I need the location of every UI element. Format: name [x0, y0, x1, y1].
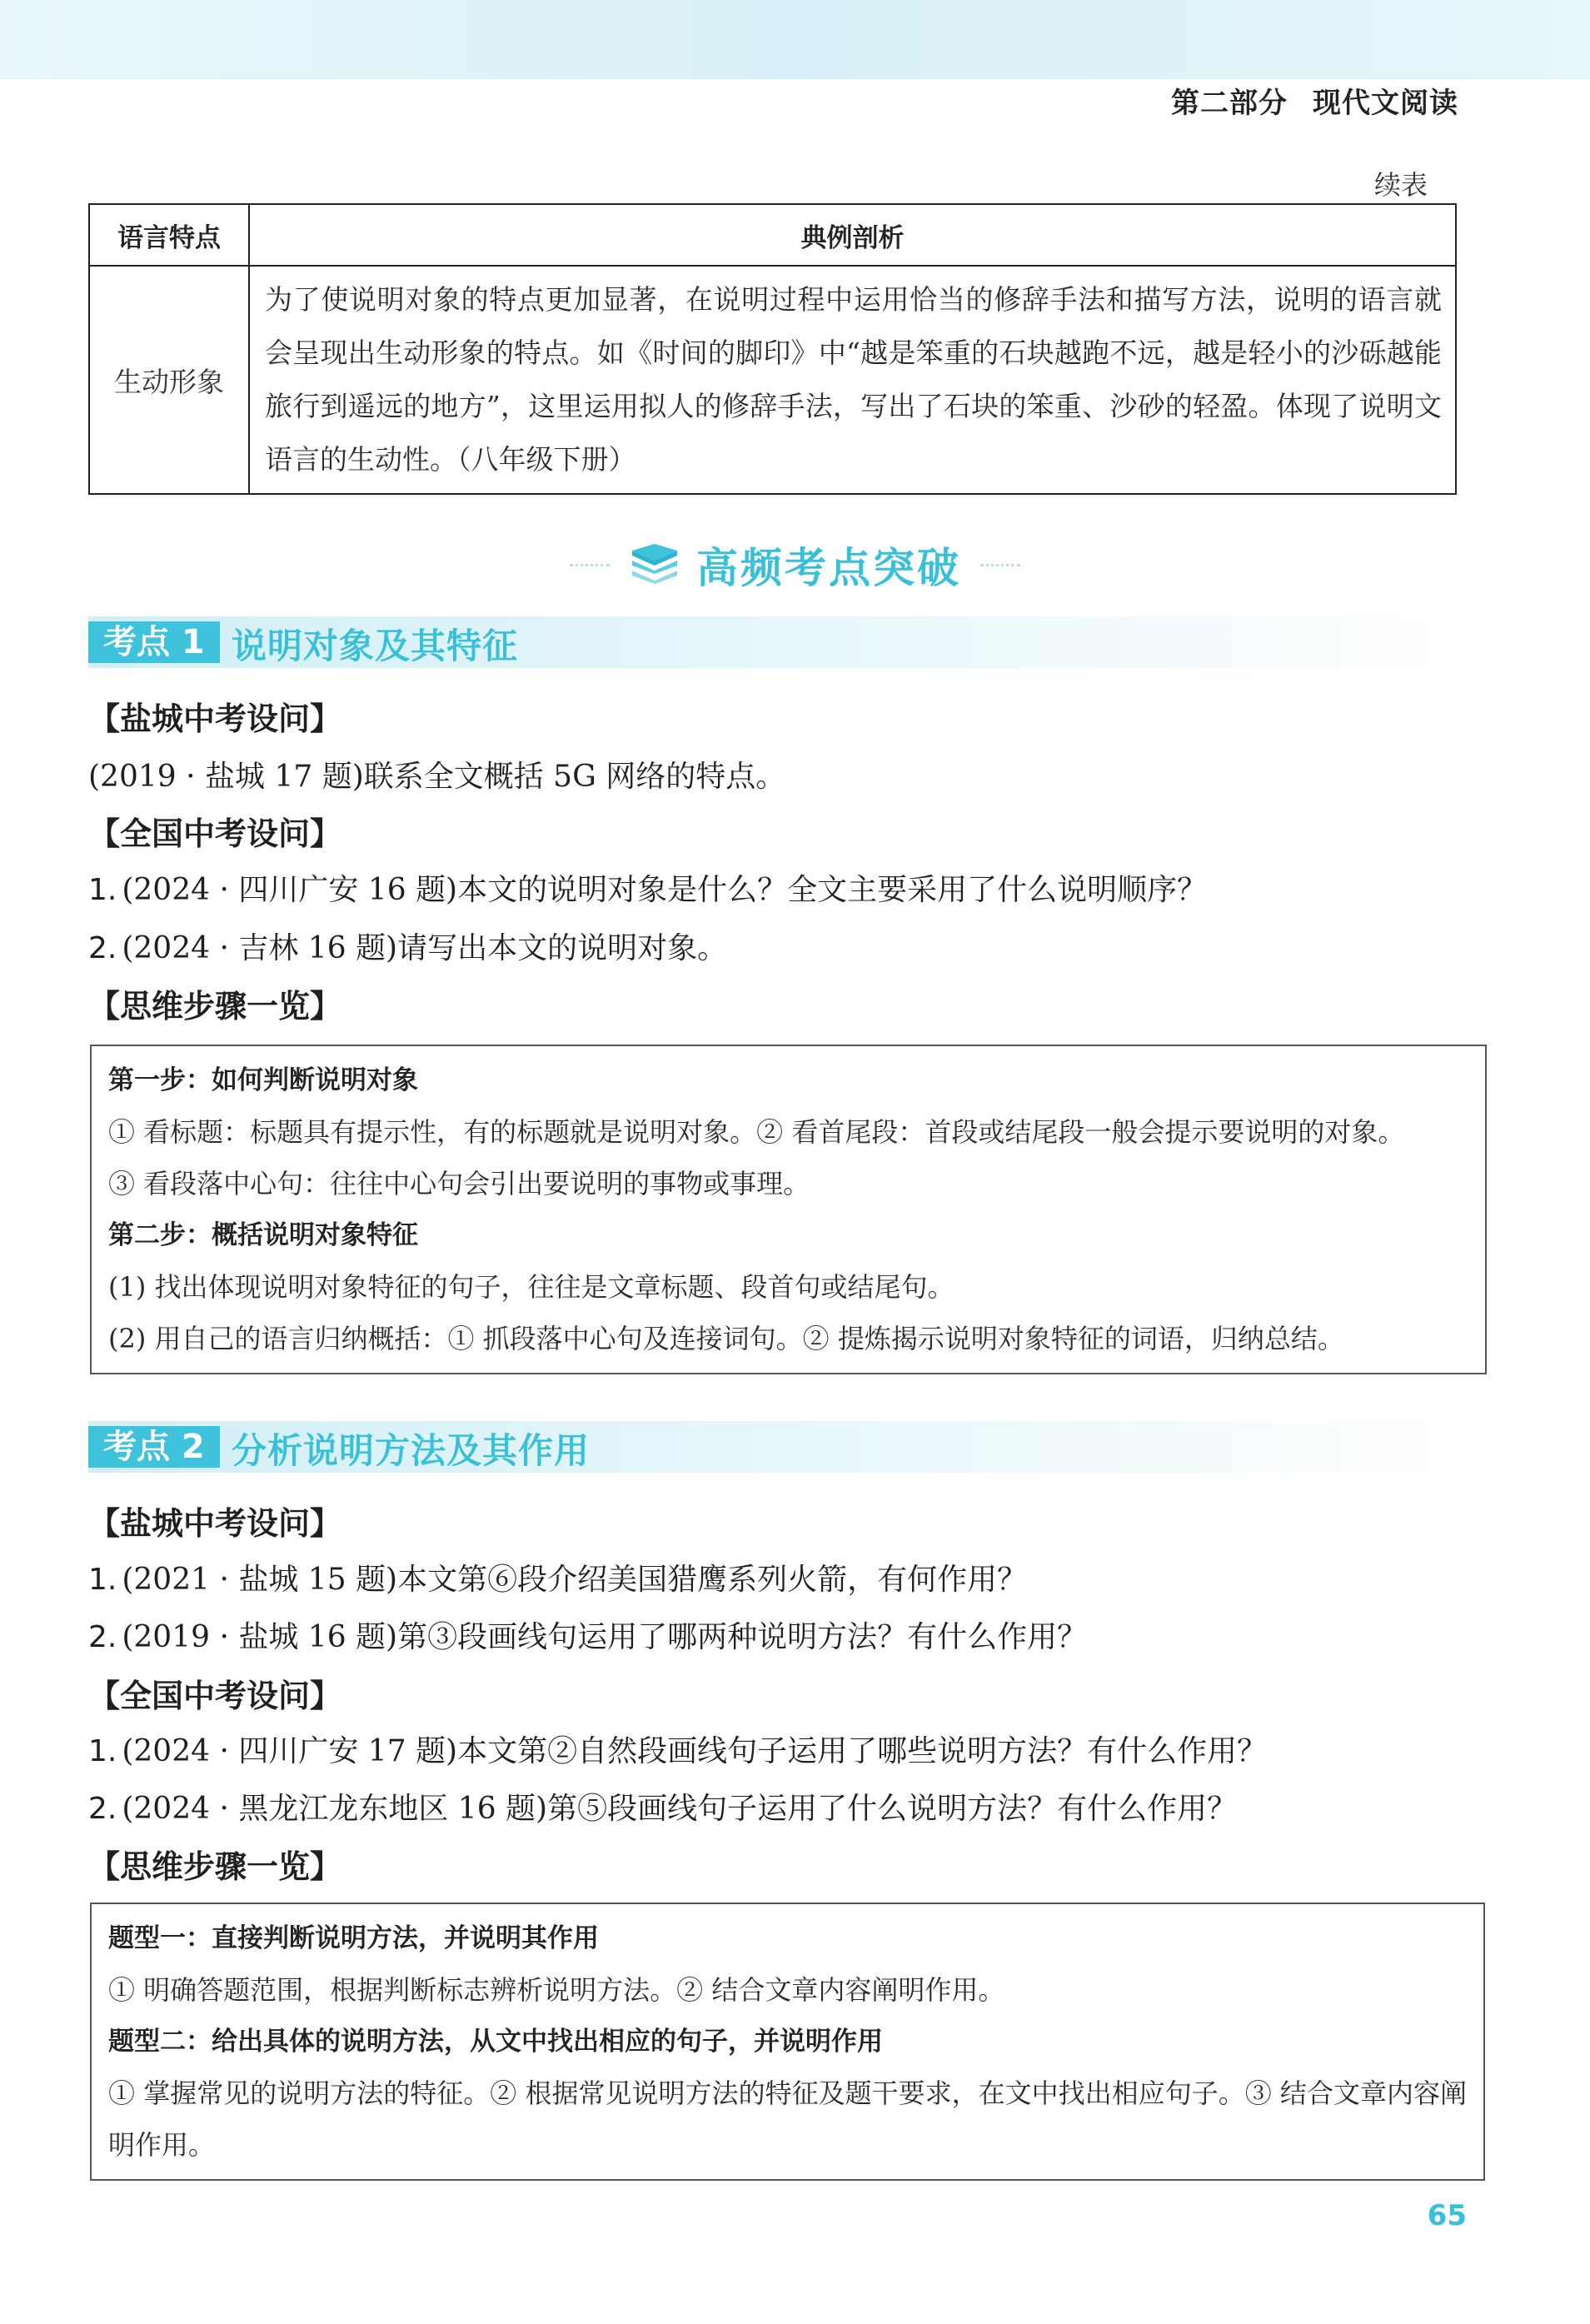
table-cell-feature: 生动形象	[89, 266, 249, 494]
table-cell-analysis: 为了使说明对象的特点更加显著，在说明过程中运用恰当的修辞手法和描写方法，说明的语言就会呈现出生动形象的特点。如《时间的脚印》中“越是笨重的石块越跑不远，越是轻小的沙砾越能旅行到遥远的地方”，这里运用拟人的修辞手法，写出了石块的笨重、沙砂的轻盈。体现了说明文语言的生动性。（八年级下册）	[249, 266, 1456, 494]
question-text: (2024 · 四川广安 16 题)本文的说明对象是什么？全文主要采用了什么说明顺序？	[122, 873, 1208, 907]
kd2-yancheng-question-1	[88, 1556, 1027, 1598]
kaodian-1-tag: 考点 1	[88, 621, 220, 663]
question-number: 1.	[88, 1734, 117, 1768]
type1-text: ① 明确答题范围，根据判断标志辨析说明方法。② 结合文章内容阐明作用。	[108, 1974, 1005, 2006]
kd2-national-heading: 【全国中考设问】	[88, 1678, 342, 1714]
kaodian-2-tag: 考点 2	[88, 1426, 220, 1468]
table-header-analysis: 典例剖析	[249, 204, 1456, 266]
question-number: 2.	[88, 1792, 117, 1826]
kaodian-2-title: 分析说明方法及其作用	[232, 1430, 591, 1471]
kd2-steps-box	[90, 1903, 1485, 2181]
step1-line-2: ③ 看段落中心句：往往中心句会引出要说明的事物或事理。	[108, 1168, 810, 1199]
step2-line-1: (1) 找出体现说明对象特征的句子，往往是文章标题、段首句或结尾句。	[108, 1271, 954, 1303]
kd2-national-question-2	[88, 1785, 1237, 1828]
kd1-steps-heading: 【思维步骤一览】	[88, 988, 342, 1025]
kd2-yancheng-heading: 【盐城中考设问】	[88, 1505, 342, 1542]
question-number: 2.	[88, 931, 117, 965]
kaodian-2-bar	[88, 1421, 1458, 1473]
kd1-national-question-1	[88, 866, 1207, 909]
step2-line-2: (2) 用自己的语言归纳概括：① 抓段落中心句及连接词句。② 提炼揭示说明对象特征的词语，归纳总结。	[108, 1323, 1344, 1354]
kd2-national-question-1	[88, 1728, 1267, 1770]
question-text: (2024 · 四川广安 17 题)本文第②自然段画线句子运用了哪些说明方法？有什么作用？	[122, 1734, 1268, 1768]
step1-line-1: ① 看标题：标题具有提示性，有的标题就是说明对象。② 看首尾段：首段或结尾段一般会提示要说明的对象。	[108, 1116, 1405, 1148]
kaodian-1-bar	[88, 616, 1458, 668]
question-number: 1.	[88, 1563, 117, 1597]
header-part: 第二部分	[1171, 87, 1288, 120]
type2-title: 题型二：给出具体的说明方法，从文中找出相应的句子，并说明作用	[108, 2027, 883, 2057]
header-section: 现代文阅读	[1313, 87, 1458, 120]
question-number: 1.	[88, 873, 117, 907]
divider	[980, 564, 1020, 566]
top-decorative-band	[0, 0, 1590, 79]
kd1-steps-box	[90, 1045, 1487, 1374]
question-text: (2019 · 盐城 16 题)第③段画线句运用了哪两种说明方法？有什么作用？	[122, 1620, 1088, 1654]
kd2-yancheng-question-2	[88, 1613, 1087, 1656]
question-text: (2024 · 黑龙江龙东地区 16 题)第⑤段画线句子运用了什么说明方法？有什么作用？	[122, 1792, 1238, 1826]
kaodian-1-title: 说明对象及其特征	[232, 626, 519, 666]
kd2-steps-heading: 【思维步骤一览】	[88, 1848, 342, 1885]
question-text: (2021 · 盐城 15 题)本文第⑥段介绍美国猎鹰系列火箭，有何作用？	[122, 1563, 1028, 1597]
kd1-yancheng-heading: 【盐城中考设问】	[88, 701, 342, 737]
language-feature-table	[88, 203, 1457, 495]
kd1-national-question-2	[88, 925, 727, 967]
continued-label: 续表	[1373, 169, 1428, 201]
books-icon	[629, 542, 680, 587]
page-number: 65	[1427, 2199, 1467, 2232]
table-header-row	[89, 204, 1456, 266]
kd1-national-heading: 【全国中考设问】	[88, 815, 342, 852]
section-title: 高频考点突破	[696, 544, 962, 592]
step1-title: 第一步：如何判断说明对象	[108, 1065, 418, 1095]
type2-text: ① 掌握常见的说明方法的特征。② 根据常见说明方法的特征及题干要求，在文中找出相应句子。③ 结合文章内容阐明作用。	[108, 2077, 1467, 2161]
table-header-feature: 语言特点	[89, 204, 249, 266]
kd1-yancheng-question: (2019 · 盐城 17 题)联系全文概括 5G 网络的特点。	[88, 760, 786, 794]
section-heading	[0, 535, 1590, 595]
table-row	[89, 266, 1456, 494]
step2-title: 第二步：概括说明对象特征	[108, 1220, 418, 1250]
running-header	[1171, 80, 1458, 121]
type1-title: 题型一：直接判断说明方法，并说明其作用	[108, 1923, 599, 1953]
divider	[570, 564, 610, 566]
question-text: (2024 · 吉林 16 题)请写出本文的说明对象。	[122, 931, 728, 965]
question-number: 2.	[88, 1620, 117, 1654]
